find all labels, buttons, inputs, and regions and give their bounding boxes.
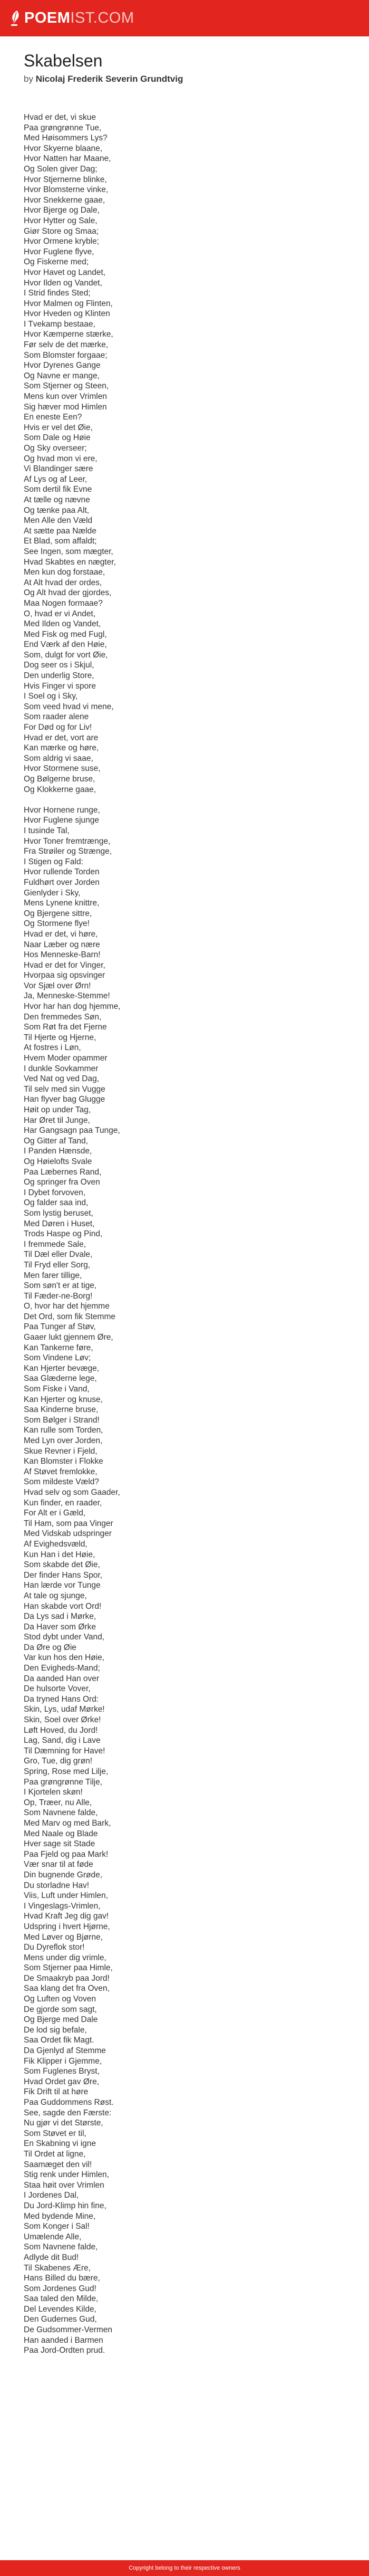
poem-line: Hvor Blomsterne vinke, bbox=[24, 185, 109, 195]
poem-line: Gro, Tue, dig grøn! bbox=[24, 1757, 93, 1766]
poem-line: Til selv med sin Vugge bbox=[24, 1084, 105, 1094]
poem-line: Har Øret til Junge, bbox=[24, 1115, 90, 1125]
poem-line: Som Jordenes Gud! bbox=[24, 2284, 96, 2293]
poem-line: I Strid findes Sted; bbox=[24, 289, 91, 298]
poem-line: Med Vidskab udspringer bbox=[24, 1529, 112, 1539]
site-logo[interactable] bbox=[9, 10, 134, 26]
poem-line: Den Evigheds-Mand; bbox=[24, 1664, 100, 1673]
poem-line: Hans Billed du bære, bbox=[24, 2274, 100, 2283]
poem-line: Kun Han i det Høie, bbox=[24, 1550, 95, 1559]
poem-line: Hvad Ordet gav Øre, bbox=[24, 2077, 100, 2086]
poem-line: Af Evighedsvæld, bbox=[24, 1539, 88, 1549]
poem-line: Og Fiskerne med; bbox=[24, 257, 89, 267]
poem-line: Saa klang det fra Oven, bbox=[24, 1984, 110, 1993]
poem-line: Hvad er det, vort are bbox=[24, 733, 99, 742]
poem-line: Fik Klipper i Gjemme, bbox=[24, 2056, 102, 2066]
poem-line: Og Luften og Voven bbox=[24, 1995, 96, 2004]
poem-line: Som Vindene Løv; bbox=[24, 1353, 91, 1363]
poem-line: Han flyver bag Glugge bbox=[24, 1095, 105, 1104]
poem-line: Hvor Havet og Landet, bbox=[24, 268, 106, 277]
poem-line: Hvor Toner fremtrænge, bbox=[24, 836, 111, 846]
poem-line: I tusinde Tal, bbox=[24, 826, 70, 835]
poem-line: O, hvad er vi Andet, bbox=[24, 609, 96, 618]
poem-line: Adlyde dit Bud! bbox=[24, 2253, 79, 2262]
poem-line: Saa Kinderne bruse, bbox=[24, 1405, 99, 1415]
poem-line: Spring, Rose med Lilje, bbox=[24, 1767, 109, 1776]
poem-line: Maa Nogen formaae? bbox=[24, 598, 103, 608]
copyright-text: Copyright belong to their respective owners bbox=[129, 2565, 240, 2571]
poem-line: I Stigen og Fald: bbox=[24, 857, 83, 866]
by-label: by bbox=[24, 74, 33, 84]
poem-line: Paa Læbernes Rand, bbox=[24, 1167, 102, 1177]
stanza bbox=[24, 112, 351, 795]
poem-line: Dog seer os i Skjul, bbox=[24, 661, 94, 670]
poem-line: Fuldhørt over Jorden bbox=[24, 877, 100, 887]
poem-line: Fik Drift til at høre bbox=[24, 2087, 89, 2097]
poem-line: Og springer fra Oven bbox=[24, 1178, 100, 1187]
poem-line: Gaaer lukt gjennem Øre, bbox=[24, 1333, 113, 1342]
poem-line: Hvad er det for Vinger, bbox=[24, 960, 105, 970]
poem-line: Da Lys sad i Mørke, bbox=[24, 1612, 96, 1621]
poem-line: Han skabde vort Ord! bbox=[24, 1601, 102, 1611]
poem-line: Hvor Kæmperne stærke, bbox=[24, 330, 113, 339]
poem-line: Da tryned Hans Ord: bbox=[24, 1694, 99, 1704]
poem-line: Hvor Skyerne blaane, bbox=[24, 144, 103, 153]
poem-line: Hvad er det, vi skue bbox=[24, 113, 96, 122]
poem-line: De lod sig befale, bbox=[24, 2025, 87, 2035]
poem-line: Kan mærke og høre, bbox=[24, 743, 99, 753]
poem-line: Som Røt fra det Fjerne bbox=[24, 1023, 107, 1032]
poem-line: Men farer tillige, bbox=[24, 1271, 82, 1280]
poem-line: Hvor Malmen og Flinten, bbox=[24, 299, 113, 308]
poem-line: De hulsorte Vover, bbox=[24, 1684, 91, 1694]
poem-line: Giør Store og Smaa; bbox=[24, 226, 99, 236]
poem-line: At sætte paa Nælde bbox=[24, 526, 96, 536]
poem-line: Af Lys og af Leer, bbox=[24, 474, 88, 484]
poem-line: Saa Glæderne lege, bbox=[24, 1374, 97, 1384]
poem-line: De gjorde som sagt, bbox=[24, 2005, 97, 2014]
poem-line: Kan Hjerter bevæge, bbox=[24, 1363, 100, 1373]
poem-line: Hver sage sit Stade bbox=[24, 1839, 95, 1849]
poem-line: Og hvad mon vi ere, bbox=[24, 454, 98, 463]
poem-line: Paa grøngrønne Tilje, bbox=[24, 1777, 103, 1787]
poem-line: Trods Haspe og Pind, bbox=[24, 1229, 103, 1239]
poem-line: Paa grøngrønne Tue, bbox=[24, 123, 102, 132]
poem-line: Af Støvet fremlokke, bbox=[24, 1467, 98, 1476]
poem-line: Saa taled den Milde, bbox=[24, 2294, 99, 2304]
poem-line: Som lystig beruset, bbox=[24, 1208, 93, 1218]
poem-line: Hvor Ilden og Vandet, bbox=[24, 278, 102, 288]
poem-line: Som, dulgt for vort Øie, bbox=[24, 650, 108, 660]
poem-line: Skin, Soel over Ørke! bbox=[24, 1715, 101, 1725]
poem-line: Hvor Fuglene sjunge bbox=[24, 816, 100, 825]
poem-line: Hvis Finger vi spore bbox=[24, 681, 96, 691]
poem-line: Paa Guddommens Røst. bbox=[24, 2098, 114, 2107]
author-link[interactable]: Nicolaj Frederik Severin Grundtvig bbox=[35, 74, 183, 84]
poem-line: Som dertil fik Evne bbox=[24, 485, 92, 494]
poem-line: I Soel og i Sky, bbox=[24, 692, 78, 701]
poem-line: Hvor Bjerge og Dale, bbox=[24, 206, 100, 215]
poem-line: Gienlyder i Sky, bbox=[24, 888, 81, 898]
poem-line: Til Dæl eller Dvale, bbox=[24, 1250, 93, 1260]
poem-line: Saa Ordet fik Magt. bbox=[24, 2036, 94, 2045]
poem-line: At tale og sjunge, bbox=[24, 1591, 87, 1600]
poem-line: Hvor Stormene suse, bbox=[24, 764, 101, 774]
poem-line: Da aanded Han over bbox=[24, 1674, 100, 1683]
poem-line: For Død og for Liv! bbox=[24, 723, 92, 732]
poem-line: Kan Hjerter og knuse, bbox=[24, 1395, 103, 1404]
poem-line: Stod dybt under Vand, bbox=[24, 1633, 105, 1642]
poem-line: Og Solen giver Dag; bbox=[24, 164, 98, 174]
poem-line: Kun finder, en raader, bbox=[24, 1498, 102, 1508]
poem-line: Naar Læber og nære bbox=[24, 940, 100, 949]
poem-line: Hvor Hornene runge, bbox=[24, 805, 100, 815]
poem-line: Hos Menneske-Barn! bbox=[24, 950, 101, 960]
poem-line: Kan Blomster i Flokke bbox=[24, 1457, 103, 1466]
poem-line: Som Stjerner og Steen, bbox=[24, 381, 109, 391]
poem-line: De Gudsommer-Vermen bbox=[24, 2325, 112, 2335]
poem-line: Som Konger i Sal! bbox=[24, 2222, 90, 2231]
poem-line: Kan rulle som Torden, bbox=[24, 1426, 103, 1435]
poem-line: See Ingen, som mægter, bbox=[24, 547, 113, 556]
poem-line: Og Navne er mange, bbox=[24, 371, 100, 380]
poem-line: Du Jord-Klimp hin fine, bbox=[24, 2201, 106, 2210]
poem-line: Og Bølgerne bruse, bbox=[24, 775, 95, 784]
poem-line: Hvor har han dog hjemme, bbox=[24, 1002, 121, 1012]
poem-line: Og Bjerge med Dale bbox=[24, 2015, 98, 2025]
poem-line: Ja, Menneske-Stemme! bbox=[24, 991, 110, 1001]
poem-line: Som Stjerner paa Himle, bbox=[24, 1963, 113, 1973]
poem-line: Som Fuglenes Bryst, bbox=[24, 2067, 100, 2076]
poem-line: Kan Tankerne føre, bbox=[24, 1343, 93, 1352]
poem-line: Som Dale og Høie bbox=[24, 433, 91, 443]
poem-line: Mens under dig vrimle, bbox=[24, 1953, 106, 1962]
poem-line: Til Fryd eller Sorg, bbox=[24, 1260, 91, 1270]
poem-line: Og Klokkerne gaae, bbox=[24, 785, 96, 794]
poem-line: Som søn't er at tige, bbox=[24, 1281, 97, 1291]
poem-line: Fra Strøiler og Strænge, bbox=[24, 847, 112, 856]
poem-line: Hvad er det, vi høre, bbox=[24, 929, 98, 939]
poem-line: Med Fisk og med Fugl, bbox=[24, 629, 107, 639]
poem-line: At Alt hvad der ordes, bbox=[24, 578, 102, 587]
poem-line: Med Marv og med Bark, bbox=[24, 1818, 111, 1828]
poem-line: Hvor Ormene kryble; bbox=[24, 237, 99, 246]
poem-line: Han lærde vor Tunge bbox=[24, 1581, 101, 1590]
poem-line: At fostres i Løn, bbox=[24, 1043, 81, 1053]
poem-line: Men kun dog forstaae, bbox=[24, 568, 105, 577]
poem-line: Med Høisommers Lys? bbox=[24, 133, 108, 143]
site-footer bbox=[0, 2560, 369, 2576]
poem-line: Mens kun over Vrimlen bbox=[24, 392, 107, 402]
poem-line: Hvad selv og som Gaader, bbox=[24, 1487, 120, 1497]
poem-line: Paa Jord-Ordten prud. bbox=[24, 2346, 105, 2355]
poem-line: Var kun hos den Høie, bbox=[24, 1653, 105, 1663]
poem-line: En Skabning vi igne bbox=[24, 2139, 96, 2149]
poem-line: Staa høit over Vrimlen bbox=[24, 2180, 104, 2190]
poem-line: Som Blomster forgaae; bbox=[24, 350, 108, 360]
poem-line: I fremmede Sale, bbox=[24, 1239, 86, 1249]
poem-line: Hvor Snekkerne gaae, bbox=[24, 195, 105, 205]
poem-line: I Vingeslags-Vrimlen, bbox=[24, 1901, 101, 1911]
poem-line: Udspring i hvert Hjørne, bbox=[24, 1922, 110, 1931]
poem-line: Med bydende Mine, bbox=[24, 2211, 96, 2221]
poem-line: Med Ilden og Vandet, bbox=[24, 619, 101, 629]
quill-pen-icon bbox=[9, 10, 21, 26]
poem-line: Der finder Hans Spor, bbox=[24, 1570, 103, 1580]
stanza bbox=[24, 805, 351, 2356]
poem-line: Høit op under Tag, bbox=[24, 1105, 91, 1114]
poem-line: Den fremmedes Søn, bbox=[24, 1012, 102, 1022]
poem-line: Løft Hoved, du Jord! bbox=[24, 1725, 98, 1735]
poem-line: Hvor Hytter og Sale, bbox=[24, 216, 98, 225]
poem-line: Da Øre og Øie bbox=[24, 1643, 76, 1652]
poem-line: Skue Revner i Fjeld, bbox=[24, 1446, 98, 1456]
poem-line: Har Gangsagn paa Tunge, bbox=[24, 1126, 120, 1136]
poem-line: Din bugnende Grøde, bbox=[24, 1870, 103, 1879]
poem-line: Paa Tunger af Støv, bbox=[24, 1322, 96, 1332]
poem-line: Det Ord, som fik Stemme bbox=[24, 1312, 115, 1321]
poem-line: Paa Fjeld og paa Mark! bbox=[24, 1849, 109, 1859]
poem-title: Skabelsen bbox=[24, 51, 103, 70]
poem-line: Med Lyn over Jorden, bbox=[24, 1436, 103, 1445]
poem-line: Vi Blandinger sære bbox=[24, 464, 93, 474]
poem-line: Den underlig Store, bbox=[24, 671, 94, 681]
poem-line: Hvad Skabtes en nægter, bbox=[24, 557, 116, 567]
poem-line: Sig hæver mod Himlen bbox=[24, 402, 107, 412]
site-logo-text: POEMIST.COM bbox=[24, 9, 134, 26]
poem-line: End Værk af den Høie, bbox=[24, 640, 107, 650]
poem-body bbox=[24, 112, 351, 2366]
poem-line: Som Støvet er til, bbox=[24, 2129, 86, 2138]
poem-line: De Smaakryb paa Jord! bbox=[24, 1973, 110, 1983]
poem-line: Som raader alene bbox=[24, 712, 89, 722]
poem-line: Han aanded i Barmen bbox=[24, 2335, 103, 2345]
poem-line: Med Løver og Bjørne, bbox=[24, 1932, 103, 1942]
poem-line: For Alt er i Gæld, bbox=[24, 1509, 86, 1518]
poem-line: At tælle og nævne bbox=[24, 495, 90, 504]
poem-line: Hvor Hveden og Klinten bbox=[24, 309, 110, 319]
poem-line: Og Bjergene sittre, bbox=[24, 909, 92, 918]
poem-line: Til Dæmning for Have! bbox=[24, 1746, 105, 1756]
poem-line: Og Sky overseer; bbox=[24, 444, 87, 453]
poem-line: Lag, Sand, dig i Lave bbox=[24, 1736, 101, 1745]
poem-line: Som veed hvad vi mene, bbox=[24, 702, 114, 711]
poem-line: Op, Træer, nu Alle, bbox=[24, 1798, 92, 1807]
poem-line: I Jordenes Dal, bbox=[24, 2191, 79, 2200]
poem-line: Som aldrig vi saae, bbox=[24, 753, 93, 763]
poem-line: Før selv de det mærke, bbox=[24, 340, 109, 350]
poem-line: Og Stormene flye! bbox=[24, 919, 90, 929]
poem-line: Som Fiske i Vand, bbox=[24, 1385, 90, 1394]
poem-line: I Dybet forvoven, bbox=[24, 1188, 86, 1197]
poem-line: Som Navnene falde, bbox=[24, 1808, 98, 1818]
poem-line: Og Høielofts Svale bbox=[24, 1157, 92, 1166]
poem-line: I Tvekamp bestaae, bbox=[24, 319, 95, 329]
poem-line: Hvor rullende Torden bbox=[24, 867, 100, 877]
poem-line: Mens Lynene knittre, bbox=[24, 899, 100, 908]
poem-line: Til Skabenes Ære, bbox=[24, 2263, 91, 2273]
poem-line: Som skabde det Øie, bbox=[24, 1560, 100, 1570]
byline bbox=[24, 74, 183, 84]
poem-line: Og falder saa ind, bbox=[24, 1198, 89, 1208]
poem-line: Hvor Fuglene flyve, bbox=[24, 247, 94, 256]
poem-line: Skin, Lys, udaf Mørke! bbox=[24, 1705, 105, 1714]
poem-line: Hvis er vel det Øie, bbox=[24, 423, 93, 432]
site-header bbox=[0, 0, 369, 36]
poem-line: Viis, Luft under Himlen, bbox=[24, 1891, 108, 1901]
poem-line: Med Naale og Blade bbox=[24, 1829, 98, 1838]
poem-line: Vor Sjæl over Ørn! bbox=[24, 981, 91, 990]
poem-line: Da Haver som Ørke bbox=[24, 1622, 96, 1632]
poem-line: En eneste Een? bbox=[24, 413, 82, 422]
poem-line: Som Navnene falde, bbox=[24, 2243, 98, 2252]
poem-line: Som Bølger i Strand! bbox=[24, 1415, 100, 1425]
poem-line: Nu gjør vi det Største, bbox=[24, 2119, 103, 2128]
poem-line: Til Ordet at ligne, bbox=[24, 2149, 86, 2159]
poem-line: Som mildeste Væld? bbox=[24, 1477, 100, 1487]
poem-line: Og Alt hvad der gjordes, bbox=[24, 588, 112, 598]
poem-line: Til Ham, som paa Vinger bbox=[24, 1519, 113, 1528]
poem-line: Hvor Natten har Maane, bbox=[24, 154, 111, 164]
poem-line: Ved Nat og ved Dag, bbox=[24, 1074, 100, 1084]
poem-line: Men Alle den Væld bbox=[24, 516, 93, 526]
poem-line: Et Blad, som affaldt; bbox=[24, 537, 97, 546]
poem-line: I Panden Hænsde, bbox=[24, 1147, 92, 1156]
poem-line: Hvad Kraft Jeg dig gav! bbox=[24, 1912, 109, 1921]
poem-line: Til Hjerte og Hjerne, bbox=[24, 1033, 96, 1042]
poem-line: Hvor Stjernerne blinke, bbox=[24, 175, 107, 184]
poem-line: Vær snar til at føde bbox=[24, 1860, 93, 1869]
poem-line: Hvor Dyrenes Gange bbox=[24, 361, 101, 370]
poem-line: O, hvor har det hjemme bbox=[24, 1302, 110, 1311]
poem-line: Saamæget den vil! bbox=[24, 2160, 92, 2169]
poem-line: Da Gjenlyd af Stemme bbox=[24, 2046, 106, 2056]
poem-line: Umælende Alle, bbox=[24, 2232, 82, 2241]
poem-line: Med Døren i Huset, bbox=[24, 1219, 95, 1228]
poem-line: I dunkle Sovkammer bbox=[24, 1064, 99, 1073]
poem-line: Hvorpaa sig opsvinger bbox=[24, 971, 105, 980]
poem-line: Den Gudernes Gud, bbox=[24, 2315, 97, 2324]
poem-line: Og Gitter af Tand, bbox=[24, 1136, 89, 1146]
poem-line: Til Fæder-ne-Borg! bbox=[24, 1291, 93, 1301]
poem-line: Du Dyreflok stor! bbox=[24, 1943, 85, 1952]
poem-line: See, sagde den Færste: bbox=[24, 2108, 112, 2117]
poem-line: Stig renk under Himlen, bbox=[24, 2170, 109, 2180]
poem-line: Og tænke paa Alt, bbox=[24, 505, 90, 515]
poem-line: Hvem Moder opammer bbox=[24, 1054, 108, 1063]
poem-line: Du storladne Hav! bbox=[24, 1881, 90, 1890]
poem-line: I Kjortelen skøn! bbox=[24, 1788, 83, 1797]
poem-line: Del Levendes Kilde, bbox=[24, 2304, 96, 2314]
